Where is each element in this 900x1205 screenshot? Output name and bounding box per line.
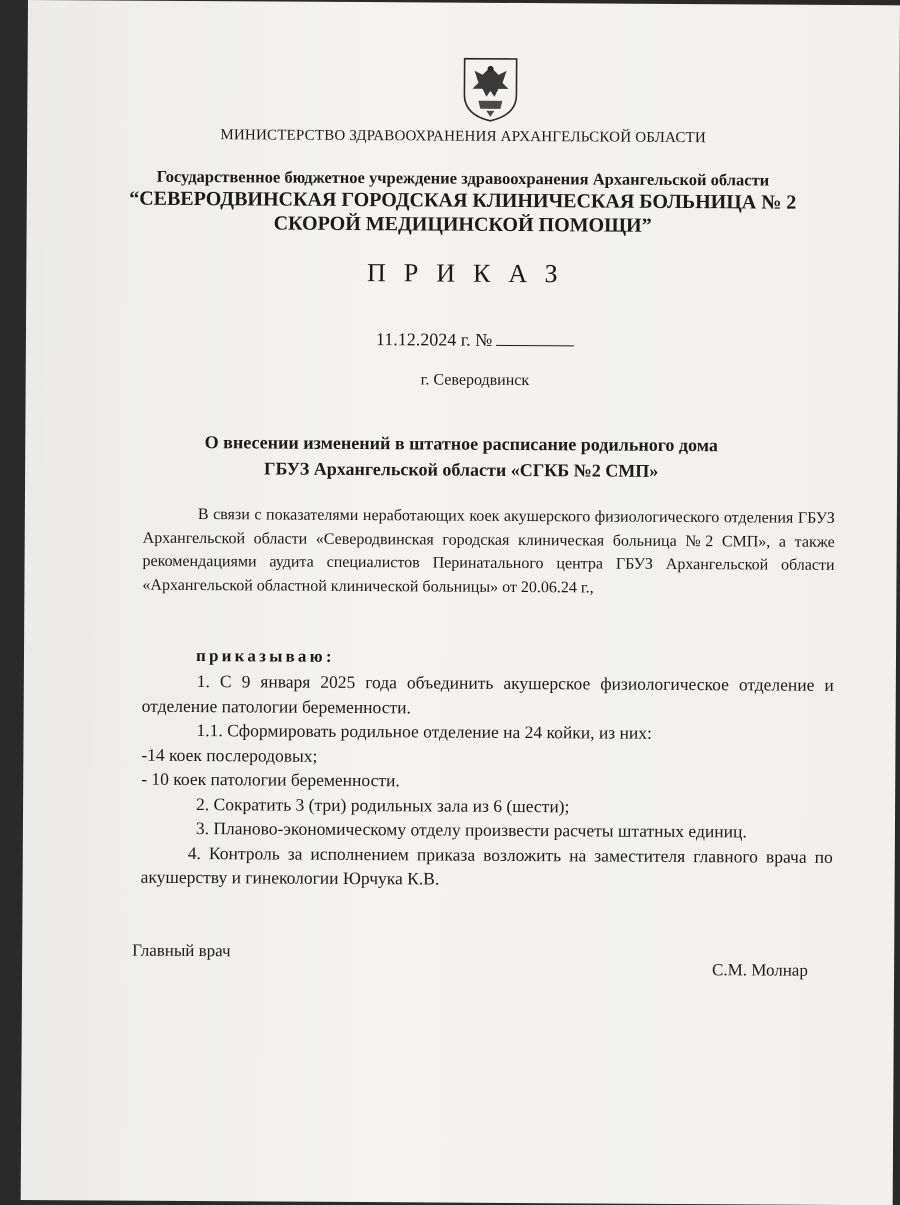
order-date: 11.12.2024 г. №	[375, 329, 493, 350]
order-item-4: 4. Контроль за исполнением приказа возложить на заместителя главного врача по акушерству и гинекологии Юрчука К.В.	[140, 842, 833, 889]
order-item-1-1-a: -14 коек послеродовых;	[141, 744, 318, 766]
order-item-1: 1. С 9 января 2025 года объединить акушерское физиологическое отделение и отделение патологии беременности.	[141, 671, 834, 717]
hospital-name-line2: СКОРОЙ МЕДИЦИНСКОЙ ПОМОЩИ”	[273, 212, 652, 237]
order-subject-line1: О внесении изменений в штатное расписание родильного дома	[204, 432, 718, 456]
order-subject	[25, 428, 897, 485]
order-item-1-1-b: - 10 коек патологии беременности.	[141, 768, 400, 791]
order-item-3: 3. Планово-экономическому отделу произвести расчеты штатных единиц.	[195, 818, 747, 842]
document-page	[21, 0, 900, 1205]
ministry-title: МИНИСТЕРСТВО ЗДРАВООХРАНЕНИЯ АРХАНГЕЛЬСКОЙ ОБЛАСТИ	[220, 127, 706, 147]
order-item-1-1: 1.1. Сформировать родильное отделение на 24 койки, из них:	[196, 720, 652, 743]
order-date-line	[376, 329, 574, 351]
hospital-name-line1: “СЕВЕРОДВИНСКАЯ ГОРОДСКАЯ КЛИНИЧЕСКАЯ БОЛЬНИЦА № 2	[129, 187, 797, 214]
document-type: ПРИКАЗ	[366, 258, 576, 289]
order-preamble: В связи с показателями неработающих коек акушерского физиологического отделения ГБУЗ Архангельской области «Северодвинская городская клиническая больница №2 СМП», а также рекомендациями аудита специалистов Перинатального центра ГБУЗ Архангельской области «Архангельской областной клинической больницы» от 20.06.24 г.,	[142, 506, 835, 596]
order-keyword: приказываю:	[195, 646, 335, 666]
institution-type: Государственное бюджетное учреждение здравоохранения Архангельской области	[156, 166, 770, 190]
signatory-name: С.М. Молнар	[712, 960, 808, 980]
order-city: г. Северодвинск	[420, 371, 530, 390]
coat-of-arms-icon	[460, 55, 520, 123]
order-body	[141, 669, 834, 894]
hospital-name	[27, 186, 899, 239]
signatory-position: Главный врач	[132, 940, 231, 961]
order-item-2: 2. Сократить 3 (три) родильных зала из 6 (шести);	[196, 793, 570, 816]
order-number-blank	[496, 331, 574, 346]
order-subject-line2: ГБУЗ Архангельской области «СГКБ №2 СМП»	[263, 458, 659, 481]
